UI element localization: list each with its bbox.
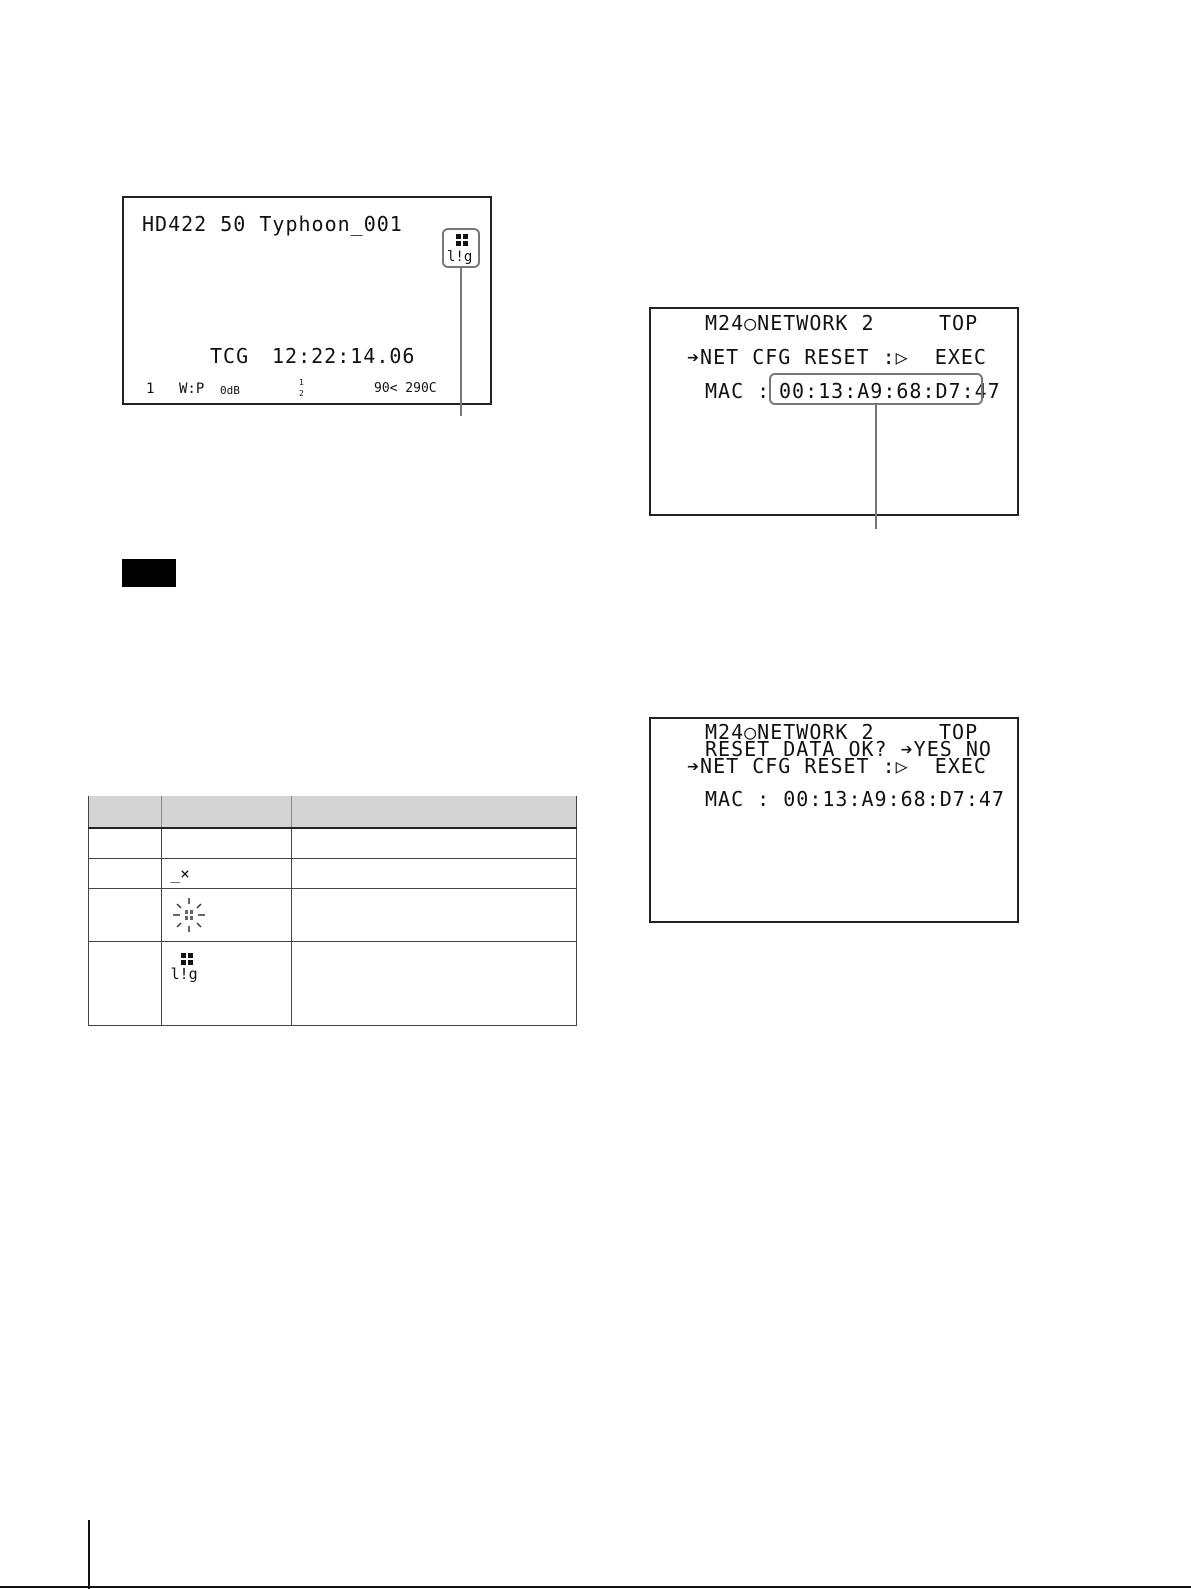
timecode-label: TCG bbox=[210, 344, 250, 368]
mac-address-line: MAC : 00:13:A9:68:D7:47 bbox=[705, 787, 1005, 811]
mac-address-value: 00:13:A9:68:D7:47 bbox=[779, 379, 1001, 403]
status-screen bbox=[122, 196, 492, 405]
network-menu-screen bbox=[649, 307, 1019, 516]
footer-vertical-rule bbox=[88, 1520, 90, 1589]
mac-leader-line bbox=[875, 403, 877, 529]
menu-header-title: M24○NETWORK 2 bbox=[705, 720, 875, 744]
timecode-value: 12:22:14.06 bbox=[272, 344, 416, 368]
temperature-readout: 90< 290C bbox=[374, 381, 437, 396]
network-indicator-icon bbox=[181, 953, 290, 965]
net-cfg-reset-item[interactable]: ➔NET CFG RESET :▷ EXEC bbox=[687, 754, 987, 778]
mac-label: MAC : bbox=[705, 379, 771, 403]
mac-callout-box bbox=[769, 373, 983, 405]
table-row bbox=[89, 858, 577, 888]
underscore-x-icon: _× bbox=[170, 863, 190, 883]
fraction-top: 1 bbox=[299, 378, 304, 387]
table-header-cell bbox=[161, 796, 291, 828]
table-row bbox=[89, 941, 577, 1025]
table-row bbox=[89, 828, 577, 858]
network-indicator-icon bbox=[456, 234, 468, 246]
reset-confirm-screen bbox=[649, 717, 1019, 923]
blinking-indicator-icon bbox=[169, 896, 209, 936]
table-row bbox=[89, 888, 577, 941]
table-header-row bbox=[89, 796, 577, 828]
gain-value: 0dB bbox=[220, 384, 240, 397]
indicator-leader-line bbox=[460, 266, 462, 416]
table-header-cell bbox=[291, 796, 576, 828]
fraction-bottom: 2 bbox=[299, 389, 304, 398]
indicator-label: l!g bbox=[447, 249, 473, 265]
white-preset-label: W:P bbox=[179, 381, 205, 397]
menu-header-page: TOP bbox=[939, 311, 979, 335]
menu-header-title: M24○NETWORK 2 bbox=[705, 311, 875, 335]
reset-confirm-prompt[interactable]: RESET DATA OK? ➔YES NO bbox=[705, 737, 992, 761]
note-badge bbox=[122, 559, 176, 587]
channel-number: 1 bbox=[146, 381, 155, 397]
indicator-table bbox=[88, 796, 577, 1026]
net-cfg-reset-item[interactable]: ➔NET CFG RESET :▷ EXEC bbox=[687, 345, 987, 369]
indicator-symbol: l!g bbox=[170, 964, 198, 983]
clip-title-line: HD422 50 Typhoon_001 bbox=[142, 212, 403, 236]
footer-horizontal-rule bbox=[0, 1586, 1191, 1588]
menu-header-page: TOP bbox=[939, 720, 979, 744]
table-header-cell bbox=[89, 796, 162, 828]
